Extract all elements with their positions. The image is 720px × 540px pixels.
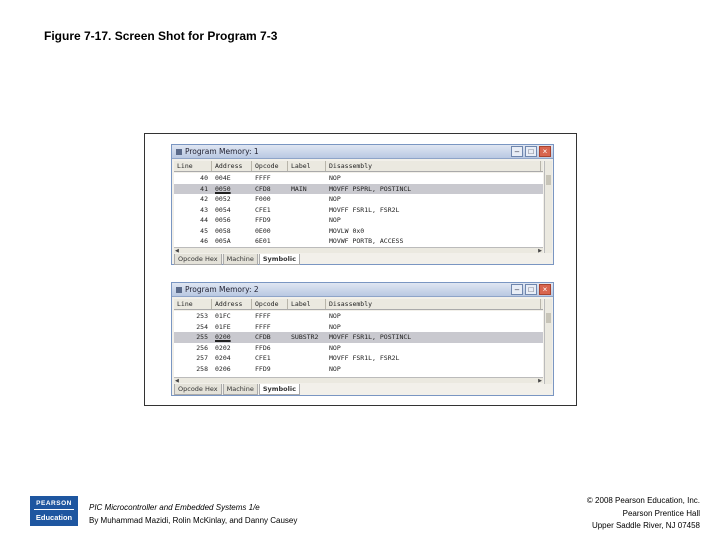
table-row[interactable]: [174, 343, 543, 354]
table-cell: 0054: [215, 205, 231, 214]
table-row[interactable]: [174, 322, 543, 333]
table-cell: FFD9: [255, 364, 271, 373]
scroll-left-icon[interactable]: ◀: [175, 248, 179, 254]
table-cell: [288, 173, 326, 184]
view-tabs: [174, 254, 301, 265]
table-cell: FFD9: [255, 216, 271, 224]
scroll-thumb[interactable]: [546, 175, 551, 185]
table-cell: CFE1: [255, 205, 271, 214]
memory-table: [174, 311, 543, 377]
table-cell: 0E00: [255, 226, 271, 235]
table-cell: MAIN: [291, 184, 307, 193]
table-cell: 46: [200, 237, 208, 245]
table-cell: NOP: [329, 195, 341, 203]
column-header[interactable]: Address: [212, 299, 252, 309]
maximize-button[interactable]: □: [525, 146, 537, 157]
table-cell: [288, 364, 326, 375]
table-cell: 0202: [215, 343, 231, 352]
table-cell: MOVLW 0x0: [329, 226, 365, 235]
logo-bottom-text: Education: [35, 513, 73, 522]
book-authors: By Muhammad Mazidi, Rolin McKinlay, and Danny Causey: [89, 516, 298, 525]
scroll-right-icon[interactable]: ▶: [538, 378, 542, 384]
program-memory-window-1[interactable]: [171, 144, 554, 265]
table-row[interactable]: [174, 226, 543, 237]
column-header[interactable]: Opcode: [252, 299, 288, 309]
minimize-button[interactable]: –: [511, 146, 523, 157]
column-header[interactable]: Opcode: [252, 161, 288, 171]
table-cell: 41: [200, 184, 208, 193]
vertical-scrollbar[interactable]: [544, 299, 552, 384]
book-title: PIC Microcontroller and Embedded Systems 1/e: [89, 503, 260, 512]
table-cell: [288, 205, 326, 216]
table-cell: CFDB: [255, 333, 271, 341]
table-cell: NOP: [329, 343, 341, 352]
table-cell: FFFF: [255, 312, 271, 320]
vertical-scrollbar[interactable]: [544, 161, 552, 253]
horizontal-scrollbar[interactable]: [174, 377, 543, 383]
window-icon: [176, 149, 182, 155]
scroll-left-icon[interactable]: ◀: [175, 378, 179, 384]
table-cell: 256: [196, 343, 208, 352]
table-row[interactable]: [174, 184, 543, 195]
table-row[interactable]: [174, 205, 543, 216]
column-header[interactable]: Disassembly: [326, 161, 541, 171]
table-cell: 0206: [215, 364, 231, 373]
program-memory-window-2[interactable]: [171, 282, 554, 396]
table-cell: CFD8: [255, 184, 271, 193]
view-tab[interactable]: Symbolic: [259, 254, 300, 265]
table-cell: [288, 353, 326, 364]
table-cell: 0200: [215, 333, 231, 341]
copyright: © 2008 Pearson Education, Inc.: [586, 496, 700, 505]
table-cell: 40: [200, 174, 208, 182]
table-cell: F000: [255, 195, 271, 203]
column-header-row: [174, 299, 543, 310]
slide-title: Figure 7-17. Screen Shot for Program 7-3: [44, 29, 278, 43]
publisher-location: Upper Saddle River, NJ 07458: [591, 521, 700, 530]
column-header-row: [174, 161, 543, 172]
table-cell: MOVFF PSPRL, POSTINCL: [329, 184, 412, 193]
column-header[interactable]: Label: [288, 161, 326, 171]
pearson-logo: [30, 496, 78, 526]
table-cell: 004E: [215, 174, 231, 182]
column-header[interactable]: Line: [174, 299, 212, 309]
table-cell: NOP: [329, 174, 341, 182]
table-cell: 255: [196, 333, 208, 341]
table-cell: 258: [196, 364, 208, 373]
table-cell: 01FE: [215, 322, 231, 331]
table-cell: [288, 194, 326, 205]
close-button[interactable]: ×: [539, 146, 551, 157]
view-tab[interactable]: Opcode Hex: [174, 384, 222, 395]
table-cell: MOVFF FSR1L, POSTINCL: [329, 333, 412, 341]
table-cell: SUBSTR2: [291, 333, 319, 341]
table-cell: 44: [200, 216, 208, 224]
window-2-title: Program Memory: 2: [185, 285, 259, 294]
screenshot-frame: [144, 133, 577, 406]
logo-top-text: PEARSON: [36, 500, 72, 507]
table-row[interactable]: [174, 332, 543, 343]
book-credit: [89, 501, 297, 527]
table-cell: MOVFF FSR1L, FSR2L: [329, 205, 400, 214]
column-header[interactable]: Label: [288, 299, 326, 309]
table-cell: FFFF: [255, 322, 271, 331]
table-cell: NOP: [329, 312, 341, 320]
minimize-button[interactable]: –: [511, 284, 523, 295]
memory-table: [174, 173, 543, 247]
table-cell: NOP: [329, 364, 341, 373]
table-cell: NOP: [329, 322, 341, 331]
view-tabs: [174, 384, 301, 395]
publisher: Pearson Prentice Hall: [622, 508, 700, 518]
table-cell: 43: [200, 205, 208, 214]
view-tab[interactable]: Opcode Hex: [174, 254, 222, 265]
table-cell: 253: [196, 312, 208, 320]
table-cell: [288, 322, 326, 333]
column-header[interactable]: Address: [212, 161, 252, 171]
table-cell: FFD6: [255, 343, 271, 352]
table-cell: [288, 311, 326, 322]
table-cell: FFFF: [255, 174, 271, 182]
maximize-button[interactable]: □: [525, 284, 537, 295]
table-cell: 0058: [215, 226, 231, 235]
table-cell: 257: [196, 354, 208, 362]
table-cell: 0056: [215, 216, 231, 224]
table-cell: [288, 236, 326, 247]
table-row[interactable]: [174, 311, 543, 322]
table-cell: 42: [200, 195, 208, 203]
table-row[interactable]: [174, 173, 543, 184]
table-cell: 0052: [215, 195, 231, 203]
column-header[interactable]: Line: [174, 161, 212, 171]
table-cell: [288, 343, 326, 354]
table-cell: CFE1: [255, 354, 271, 362]
table-cell: MOVFF FSR1L, FSR2L: [329, 354, 400, 362]
column-header[interactable]: Disassembly: [326, 299, 541, 309]
table-cell: 254: [196, 322, 208, 331]
table-cell: 01FC: [215, 312, 231, 320]
scroll-right-icon[interactable]: ▶: [538, 248, 542, 254]
scroll-thumb[interactable]: [546, 313, 551, 323]
table-cell: 0204: [215, 354, 231, 362]
table-row[interactable]: [174, 215, 543, 226]
table-row[interactable]: [174, 194, 543, 205]
view-tab[interactable]: Machine: [223, 384, 258, 395]
table-cell: 6E01: [255, 237, 271, 245]
close-button[interactable]: ×: [539, 284, 551, 295]
horizontal-scrollbar[interactable]: [174, 247, 543, 253]
table-cell: MOVWF PORTB, ACCESS: [329, 237, 404, 245]
table-cell: 45: [200, 226, 208, 235]
view-tab[interactable]: Symbolic: [259, 384, 300, 395]
window-icon: [176, 287, 182, 293]
table-cell: [288, 215, 326, 226]
window-1-title: Program Memory: 1: [185, 147, 259, 156]
window-1-titlebar[interactable]: [172, 145, 553, 159]
table-cell: [288, 226, 326, 237]
table-cell: 005A: [215, 237, 231, 245]
table-row[interactable]: [174, 236, 543, 247]
table-row[interactable]: [174, 364, 543, 375]
table-row[interactable]: [174, 353, 543, 364]
copyright-block: [587, 495, 700, 533]
window-2-titlebar[interactable]: [172, 283, 553, 297]
table-cell: NOP: [329, 216, 341, 224]
view-tab[interactable]: Machine: [223, 254, 258, 265]
table-cell: 0050: [215, 184, 231, 193]
